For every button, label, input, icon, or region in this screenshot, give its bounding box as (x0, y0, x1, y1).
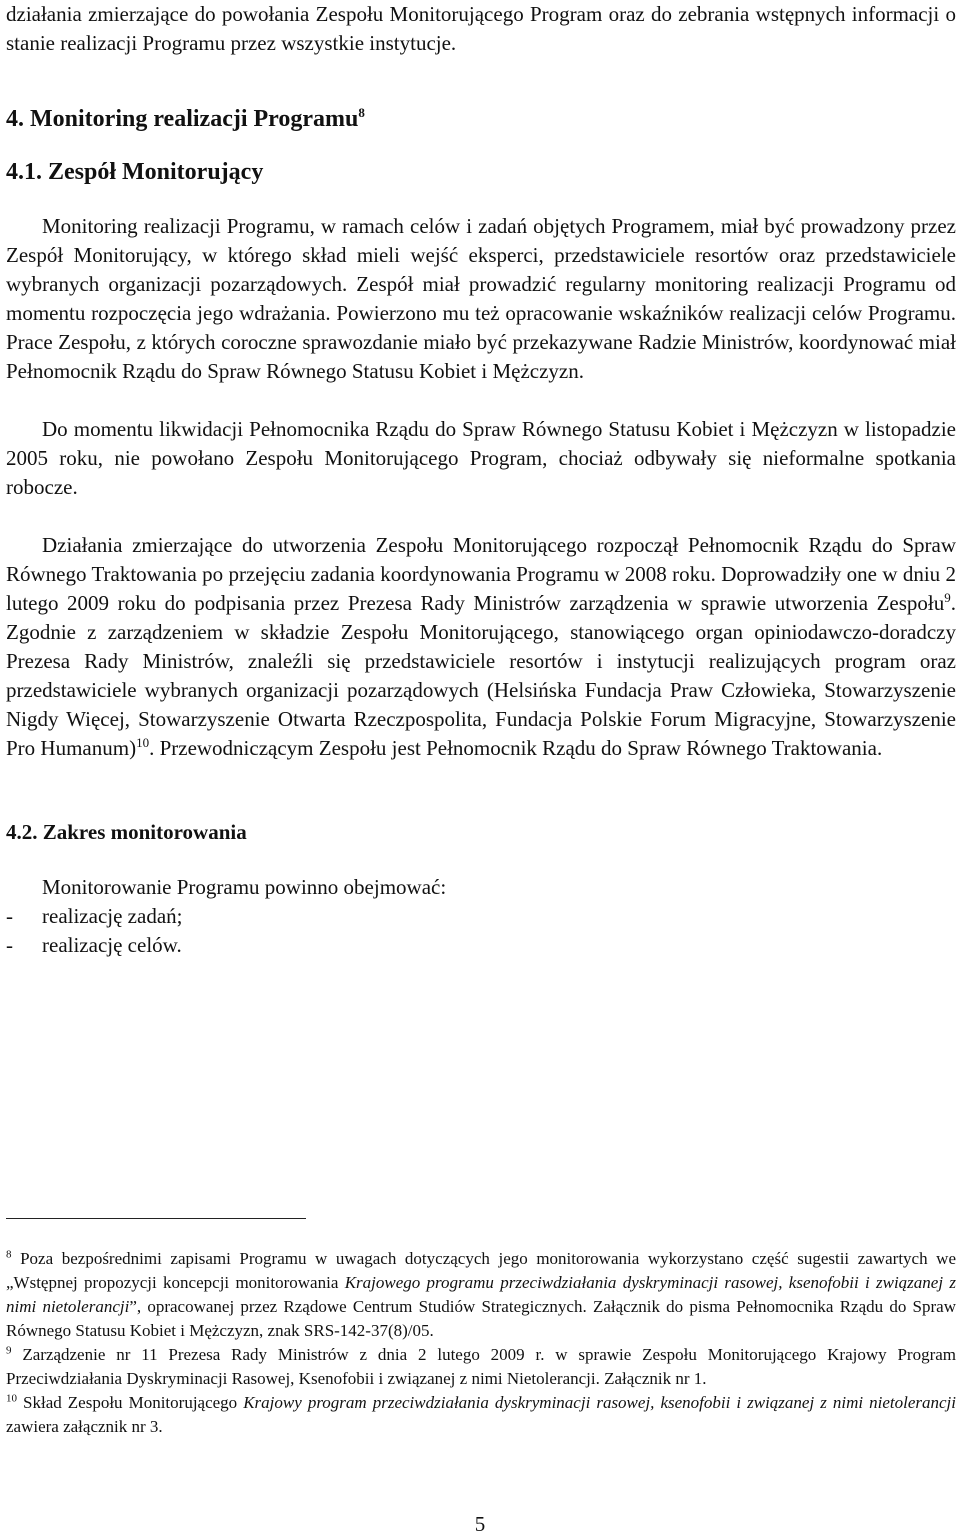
footnote-8 (6, 1247, 956, 1343)
footnote-10-text-b: zawiera załącznik nr 3. (6, 1417, 163, 1436)
paragraph-3-part-c: . Przewodniczącym Zespołu jest Pełnomocnik Rządu do Spraw Równego Traktowania. (149, 736, 883, 760)
list-item (6, 902, 956, 931)
section-4-1-heading: 4.1. Zespół Monitorujący (6, 159, 264, 185)
section-4-heading-text: 4. Monitoring realizacji Programu (6, 106, 359, 132)
section-4-2-heading: 4.2. Zakres monitorowania (6, 820, 247, 844)
footnote-separator (6, 1218, 306, 1219)
footnote-8-italic: Krajowego programu przeciwdziałania dyskryminacji rasowej, ksenofobii i związanej z nimi nietolerancji (6, 1273, 956, 1316)
list-dash: - (6, 933, 13, 957)
footnote-10 (6, 1391, 956, 1439)
section-4-2-intro: Monitorowanie Programu powinno obejmować: (42, 875, 447, 899)
footnote-10-italic: Krajowy program przeciwdziałania dyskryminacji rasowej, ksenofobii i związanej z nimi nietolerancji (243, 1393, 956, 1412)
footnote-9-number: 9 (6, 1344, 12, 1357)
section-4-1-paragraph-3 (6, 531, 956, 763)
footnotes (6, 1247, 956, 1439)
intro-text: działania zmierzające do powołania Zespołu Monitorującego Program oraz do zebrania wstępnych informacji o stanie realizacji Programu przez wszystkie instytucje. (6, 2, 956, 55)
footnote-10-text-a: Skład Zespołu Monitorującego (17, 1393, 244, 1412)
section-4-1-paragraph-2: Do momentu likwidacji Pełnomocnika Rządu do Spraw Równego Statusu Kobiet i Mężczyzn w listopadzie 2005 roku, nie powołano Zespołu Monitorującego Program, chociaż odbywały się nieformalne spotkania robocze. (6, 417, 956, 499)
paragraph-3-part-b: . Zgodnie z zarządzeniem w składzie Zespołu Monitorującego, stanowiącego organ opiniodawczo-doradczy Prezesa Rady Ministrów, znaleźli się przedstawiciele resortów i instytucji realizujących program oraz przedstawiciele wybranych organizacji pozarządowych (Helsińska Fundacja Praw Człowieka, Stowarzyszenie Nigdy Więcej, Stowarzyszenie Otwarta Rzeczpospolita, Fundacja Polskie Forum Migracyjne, Stowarzyszenie Pro Humanum) (6, 591, 956, 760)
list-dash: - (6, 904, 13, 928)
section-4-1-paragraph-1: Monitoring realizacji Programu, w ramach celów i zadań objętych Programem, miał być prowadzony przez Zespół Monitorujący, w którego skład mieli wejść eksperci, przedstawiciele resortów oraz przedstawiciele wybranych organizacji pozarządowych. Zespół miał prowadzić regularny monitoring realizacji Programu od momentu rozpoczęcia jego wdrażania. Powierzono mu też opracowanie wskaźników realizacji celów Programu. Prace Zespołu, z których coroczne sprawozdanie miało być przekazywane Radzie Ministrów, koordynować miał Pełnomocnik Rządu do Spraw Równego Statusu Kobiet i Mężczyzn. (6, 214, 956, 383)
footnote-9 (6, 1343, 956, 1391)
footnote-8-text-a: Poza bezpośrednimi zapisami Programu w uwagach dotyczących jego monitorowania wykorzystano część sugestii zawartych we „Wstępnej propozycji koncepcji monitorowania (6, 1249, 956, 1292)
list-item-text: realizację zadań; (42, 904, 183, 928)
footnote-8-text-b: ”, opracowanej przez Rządowe Centrum Studiów Strategicznych. Załącznik do pisma Pełnomocnika Rządu do Spraw Równego Statusu Kobiet i Mężczyzn, znak SRS-142-37(8)/05. (6, 1297, 956, 1340)
monitoring-scope-list (6, 902, 956, 960)
list-item-text: realizację celów. (42, 933, 182, 957)
footnote-10-number: 10 (6, 1392, 17, 1405)
footnote-9-text: Zarządzenie nr 11 Prezesa Rady Ministrów z dnia 2 lutego 2009 r. w sprawie Zespołu Monitorującego Krajowy Program Przeciwdziałania Dyskryminacji Rasowej, Ksenofobii i związanej z nimi Nietolerancji. Załącznik nr 1. (6, 1345, 956, 1388)
list-item (6, 931, 956, 960)
document-page (6, 0, 956, 960)
footnote-ref-9[interactable]: 9 (944, 590, 951, 605)
section-4-heading (6, 106, 956, 133)
footnote-ref-8[interactable]: 8 (358, 105, 365, 120)
paragraph-3-part-a: Działania zmierzające do utworzenia Zespołu Monitorującego rozpoczął Pełnomocnik Rządu do Spraw Równego Traktowania po przejęciu zadania koordynowania Programu w 2008 roku. Doprowadziły one w dniu 2 lutego 2009 roku do podpisania przez Prezesa Rady Ministrów zarządzenia w sprawie utworzenia Zespołu (6, 533, 956, 615)
footnote-8-number: 8 (6, 1248, 12, 1261)
footnote-ref-10[interactable]: 10 (136, 735, 150, 750)
page-number: 5 (474, 1512, 486, 1536)
